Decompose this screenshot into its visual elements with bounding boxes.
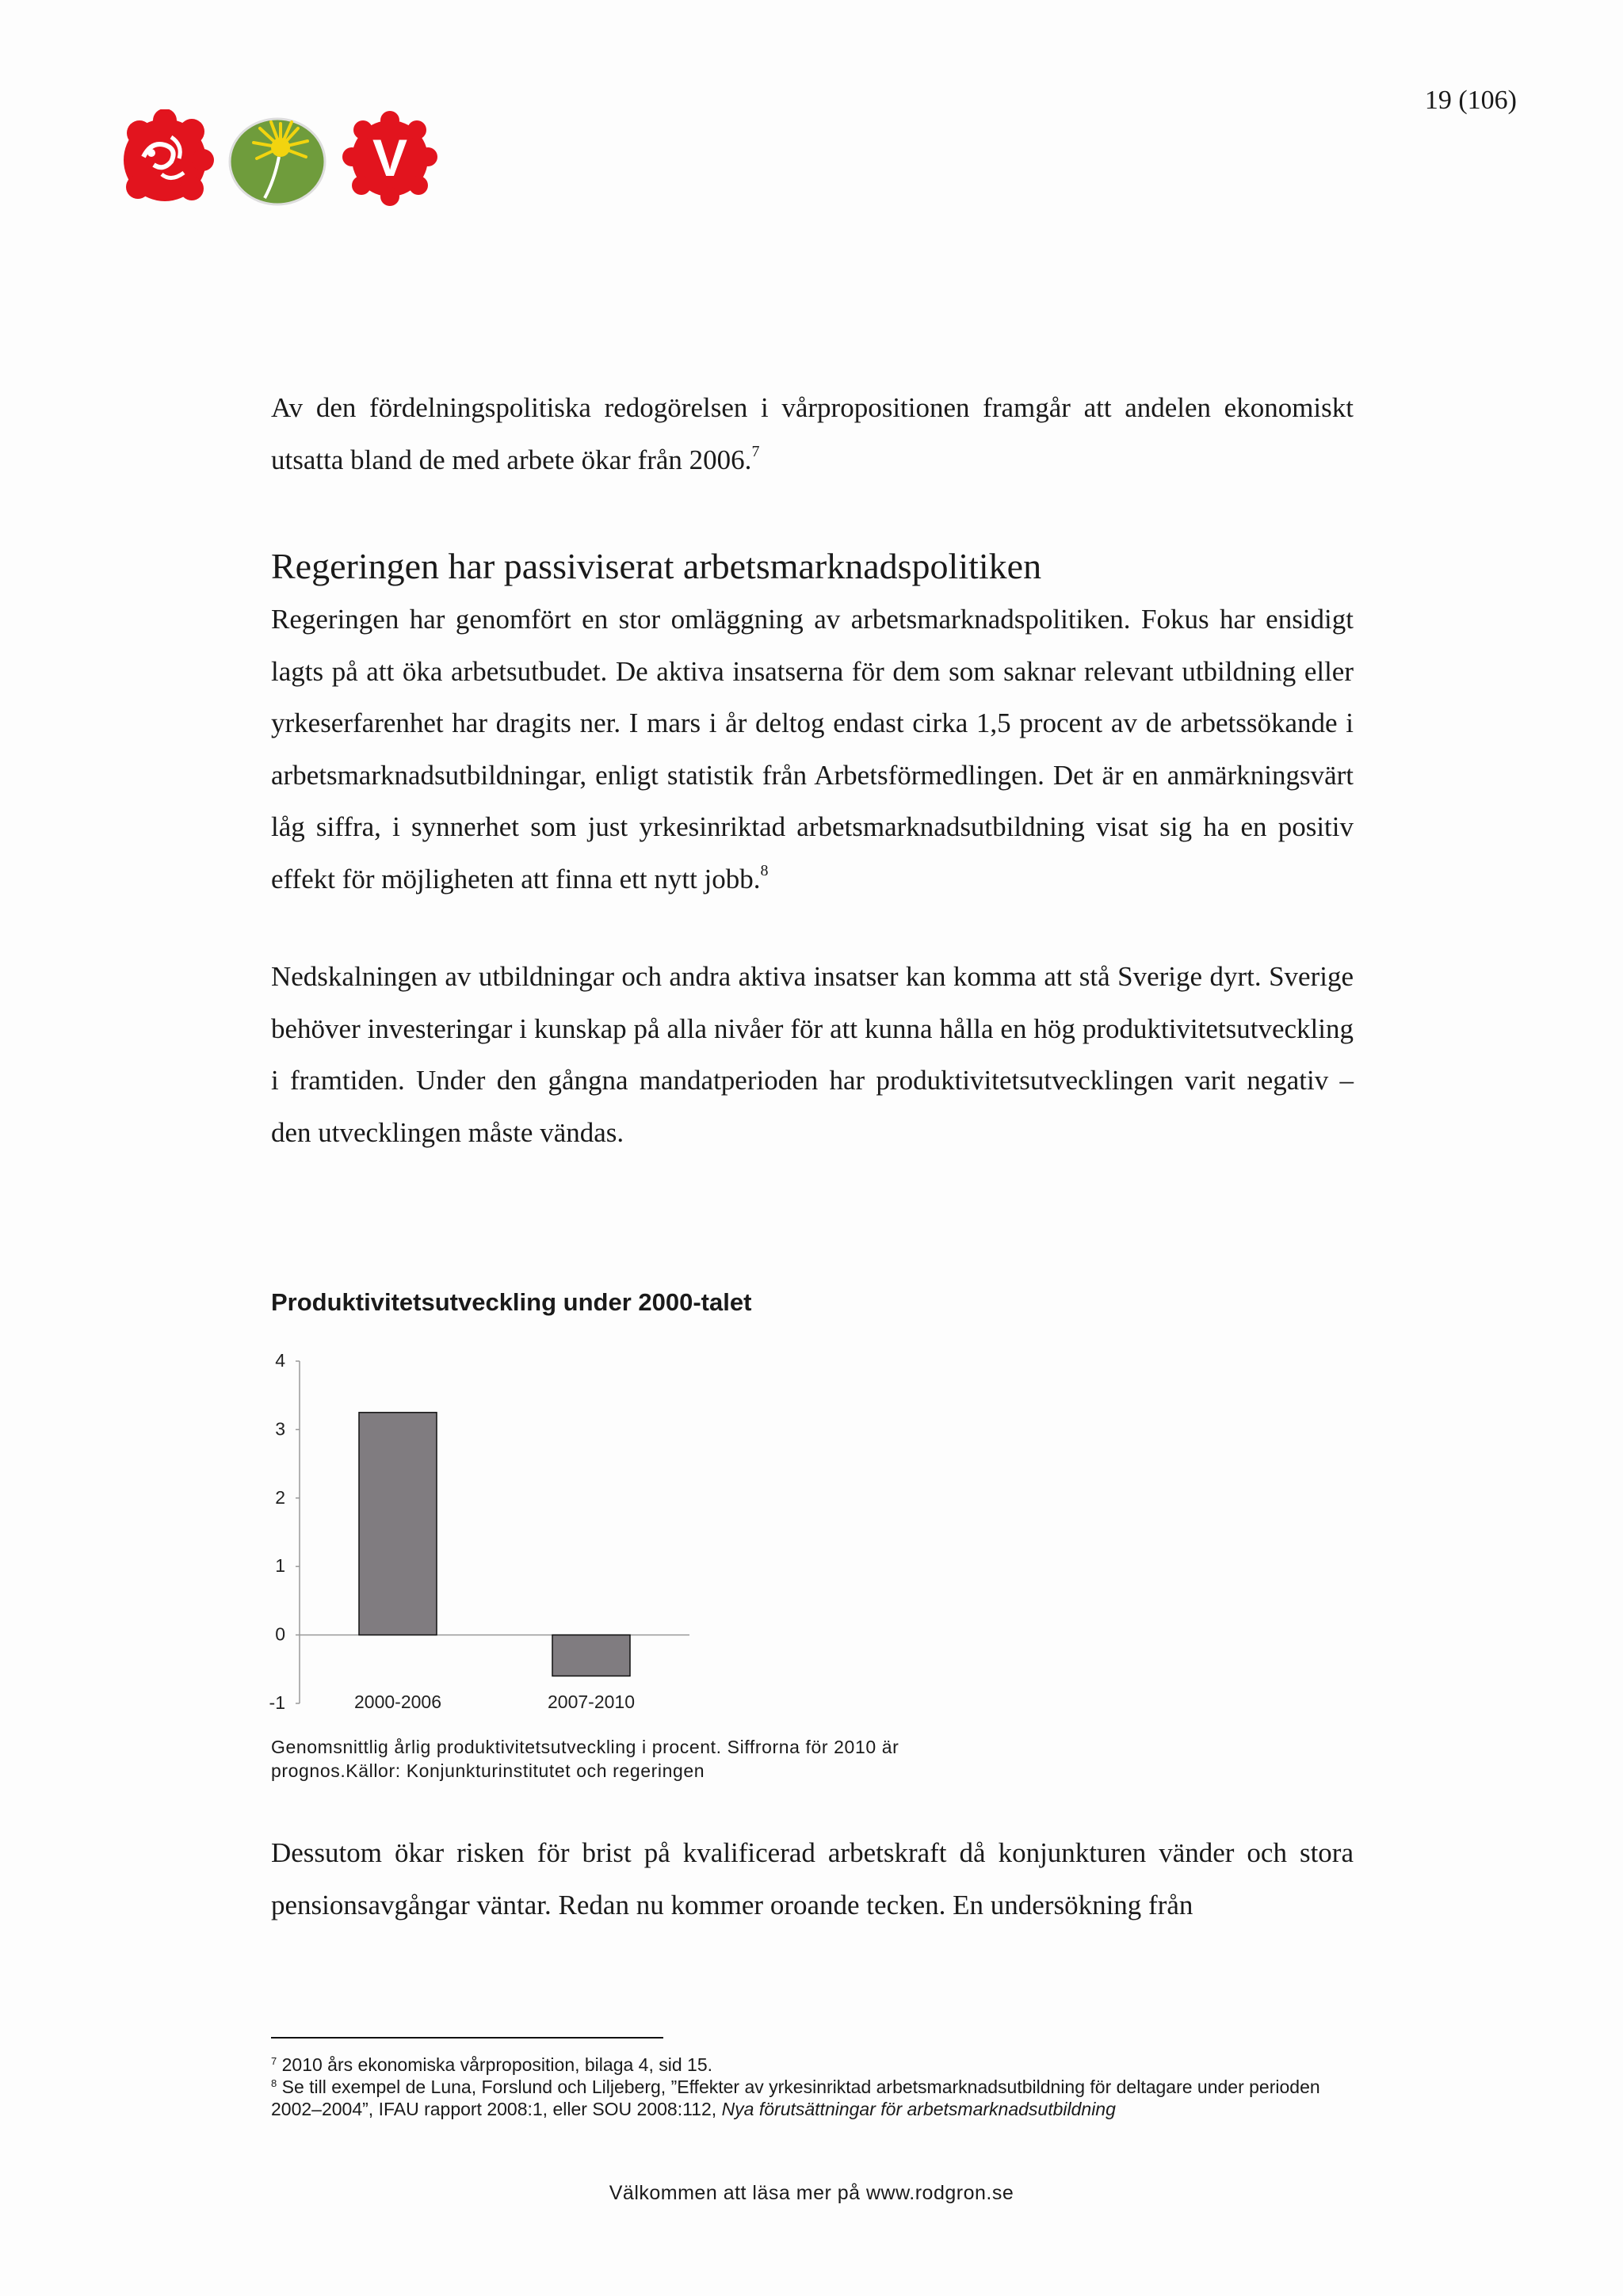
paragraph-4: Dessutom ökar risken för brist på kvalificerad arbetskraft då konjunkturen vänder och stora pensionsavgångar väntar. Redan nu kommer oroande tecken. En undersökning från xyxy=(271,1837,1354,1920)
footnote-ref-7[interactable]: 7 xyxy=(751,442,760,460)
y-tick-label: -1 xyxy=(269,1692,285,1713)
section-heading: Regeringen har passiviserat arbetsmarknadspolitiken xyxy=(271,546,1042,586)
paragraph-1: Av den fördelningspolitiska redogörelsen i vårpropositionen framgår att andelen ekonomiskt utsatta bland de med arbete ökar från 2006.$^7$ xyxy=(271,392,1354,475)
x-category-label: 2000-2006 xyxy=(354,1691,441,1712)
chart-title: Produktivitetsutveckling under 2000-talet xyxy=(271,1288,752,1316)
footnote-ref-8[interactable]: 8 xyxy=(760,861,769,879)
bar-2007-2010 xyxy=(552,1635,630,1676)
footnote-rule xyxy=(271,2037,663,2039)
green-party-dandelion-logo xyxy=(228,109,327,208)
party-logos xyxy=(116,109,439,208)
y-tick-label: 0 xyxy=(275,1623,285,1645)
footer: Välkommen att läsa mer på www.rodgron.se xyxy=(609,2182,1014,2204)
bar-2000-2006 xyxy=(359,1413,437,1635)
y-tick-label: 2 xyxy=(275,1486,285,1508)
footnote-7: $^7$ 2010 års ekonomiska vårproposition, bilaga 4, sid 15. xyxy=(271,2054,712,2075)
social-democrats-rose-logo xyxy=(116,109,214,208)
productivity-bar-chart xyxy=(262,1347,705,1727)
paragraph-2: Regeringen har genomfört en stor omläggning av arbetsmarknadspolitiken. Fokus har ensidigt lagts på att öka arbetsutbudet. De aktiva insatserna för dem som saknar relevant utbildning eller yrkeserfarenhet har dragits ner. I mars i år deltog endast cirka 1,5 procent av de arbetssökande i arbetsmarknadsutbildningar, enligt statistik från Arbetsförmedlingen. Det är en anmärkningsvärt låg siffra, i synnerhet som just yrkesinriktad arbetsmarknadsutbildning visat sig ha en positiv effekt för möjligheten att finna ett nytt jobb.$^8$ xyxy=(271,604,1354,894)
left-party-v-logo xyxy=(341,109,439,208)
svg-text:V: V xyxy=(372,128,408,187)
y-tick-label: 3 xyxy=(275,1418,285,1440)
footnotes xyxy=(271,2054,1365,2120)
chart-caption: Genomsnittlig årlig produktivitetsutveckling i procent. Siffrorna för 2010 är prognos.Källor: Konjunkturinstitutet och regeringen xyxy=(271,1737,899,1781)
x-category-label: 2007-2010 xyxy=(548,1691,635,1712)
y-tick-label: 1 xyxy=(275,1555,285,1577)
main-content xyxy=(271,382,1354,1158)
footnote-8: $^8$ Se till exempel de Luna, Forslund och Liljeberg, ”Effekter av yrkesinriktad arbetsmarknadsutbildning för deltagare under perioden 2002–2004”, IFAU rapport 2008:1, eller SOU 2008:112, Nya förutsättningar för arbetsmarknadsutbildning xyxy=(271,2077,1320,2119)
y-tick-label: 4 xyxy=(275,1350,285,1371)
paragraph-3: Nedskalningen av utbildningar och andra aktiva insatser kan komma att stå Sverige dyrt. Sverige behöver investeringar i kunskap på alla nivåer för att kunna hålla en hög produktivitetsutveckling i framtiden. Under den gångna mandatperioden har produktivitetsutvecklingen varit negativ – den utvecklingen måste vändas. xyxy=(271,961,1354,1148)
page-number: 19 (106) xyxy=(1424,86,1517,115)
